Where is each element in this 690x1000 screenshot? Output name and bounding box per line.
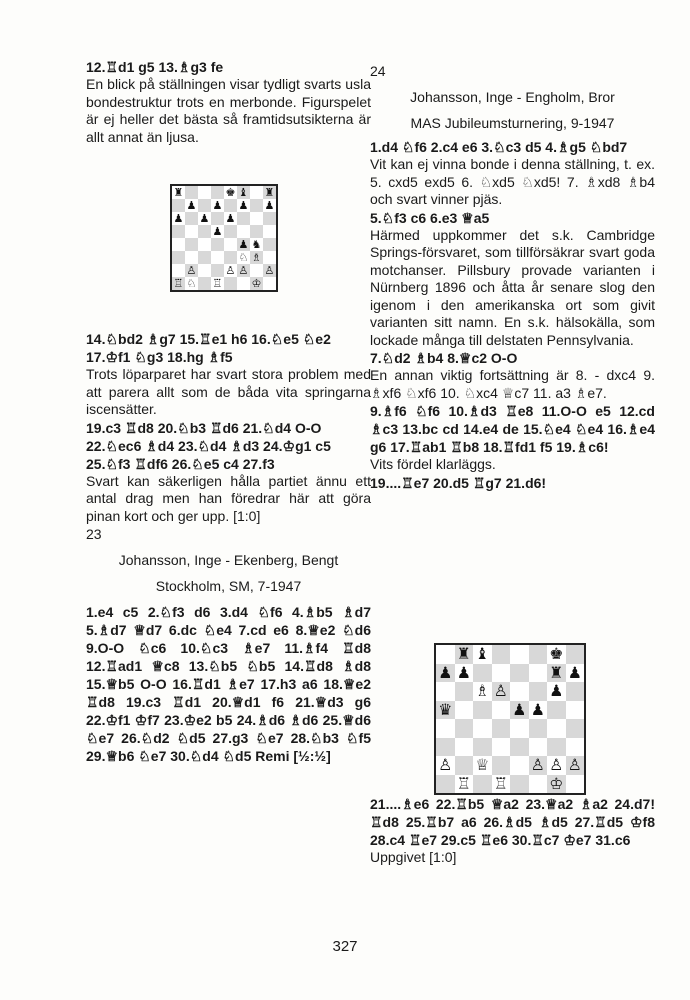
chess-piece-g7: ♜: [549, 662, 564, 682]
light-square: [455, 701, 474, 720]
light-square: [237, 225, 250, 238]
dark-square: [492, 756, 511, 775]
light-square: [436, 719, 455, 738]
dark-square: [198, 225, 211, 238]
light-square: [547, 719, 566, 738]
dark-square: [185, 186, 198, 199]
dark-square: [455, 719, 474, 738]
dark-square: [250, 199, 263, 212]
commentary-r4: Vits fördel klarläggs.: [370, 456, 496, 472]
dark-square: [185, 238, 198, 251]
dark-square: [211, 264, 224, 277]
light-square: [198, 238, 211, 251]
chess-piece-f8: ♝: [238, 186, 249, 199]
chess-piece-d7: ♟: [212, 199, 223, 212]
moves-r4: 9.♗f6 ♘f6 10.♗d3 ♖e8 11.O-O e5 12.cd ♗c3 13.bc cd 14.e4 de 15.♘e4 ♘e4 16.♗e4 g6 17.♖ab1 ♖b8 18.♖fd1 f5 19.♗c6!: [370, 403, 655, 455]
moves-block-3: 19.c3 ♖d8 20.♘b3 ♖d6 21.♘d4 O-O 22.♘ec6 ♗d4 23.♘d4 ♗d3 24.♔g1 c5 25.♘f3 ♖df6 26.♘e5 c4 27.f3: [86, 419, 331, 472]
light-square: [263, 277, 276, 290]
chess-diagram-1: [170, 184, 278, 292]
light-square: [510, 645, 529, 664]
dark-square: [566, 682, 585, 701]
chess-piece-f2: ♙: [238, 264, 249, 277]
chess-piece-e6: ♟: [225, 212, 236, 225]
chess-piece-g6: ♟: [549, 681, 564, 700]
chess-piece-b1: ♘: [186, 277, 197, 290]
dark-square: [510, 738, 529, 757]
chess-piece-b8: ♜: [456, 644, 471, 663]
light-square: [211, 251, 224, 264]
chess-piece-a7: ♟: [438, 662, 453, 682]
chess-piece-g1: ♔: [251, 277, 262, 290]
dark-square: [172, 225, 185, 238]
commentary-2: Trots löparparet har svart stora problem med att parera allt som de båda vita springarna iscensätter.: [86, 366, 371, 417]
chess-piece-d1: ♖: [212, 277, 223, 290]
moves-block-1: 12.♖d1 g5 13.♗g3 fe: [86, 59, 224, 75]
dark-square: [211, 238, 224, 251]
chess-piece-b2: ♙: [186, 264, 197, 277]
light-square: [172, 264, 185, 277]
moves-r3: 7.♘d2 ♗b4 8.♕c2 O-O: [370, 350, 518, 366]
game-23-number: 23: [86, 526, 102, 542]
chess-piece-f7: ♟: [238, 199, 249, 212]
dark-square: [198, 199, 211, 212]
commentary-r6: Uppgivet [1:0]: [370, 849, 457, 865]
dark-square: [211, 212, 224, 225]
dark-square: [529, 645, 548, 664]
moves-r5: 19....♖e7 20.d5 ♖g7 21.d6!: [370, 474, 547, 491]
dark-square: [547, 701, 566, 720]
dark-square: [566, 645, 585, 664]
light-square: [198, 186, 211, 199]
light-square: [566, 738, 585, 757]
light-square: [237, 277, 250, 290]
light-square: [529, 738, 548, 757]
commentary-3: Svart kan säkerligen hålla partiet ännu ett antal drag men han föredrar här att göra pinan kort och ger upp. [1:0]: [86, 472, 371, 524]
light-square: [250, 186, 263, 199]
light-square: [436, 645, 455, 664]
dark-square: [547, 738, 566, 757]
light-square: [198, 264, 211, 277]
dark-square: [198, 277, 211, 290]
light-square: [172, 238, 185, 251]
game-23-players: Johansson, Inge - Ekenberg, Bengt: [118, 552, 339, 568]
chess-piece-c6: ♗: [475, 681, 490, 700]
dark-square: [473, 664, 492, 683]
dark-square: [263, 238, 276, 251]
chess-piece-d1: ♖: [493, 773, 508, 793]
commentary-r2: Härmed uppkommer det s.k. Cambridge Springs-försvaret, som tillförsäkrar svart goda motchanser. Pillsbury provade varianten i Nürnberg 1896 och åtta år senare slog den igenom i den amerikanska ort som givit varianten sitt namn. En s.k. hälsokälla, som lockade många till delstaten Pennsylvania.: [370, 226, 655, 348]
chess-piece-g3: ♗: [251, 251, 262, 264]
game-23-event: Stockholm, SM, 7-1947: [155, 578, 302, 594]
chess-piece-a8: ♜: [173, 186, 184, 199]
light-square: [185, 251, 198, 264]
light-square: [185, 225, 198, 238]
light-square: [510, 719, 529, 738]
chess-piece-g8: ♚: [549, 644, 564, 663]
chess-diagram-2: [434, 643, 586, 795]
chess-piece-a6: ♟: [173, 212, 184, 225]
moves-r2: 5.♘f3 c6 6.e3 ♕a5: [370, 209, 490, 226]
dark-square: [224, 251, 237, 264]
light-square: [263, 225, 276, 238]
dark-square: [211, 186, 224, 199]
dark-square: [172, 199, 185, 212]
dark-square: [198, 251, 211, 264]
light-square: [473, 719, 492, 738]
chess-piece-c6: ♟: [199, 212, 210, 225]
light-square: [263, 251, 276, 264]
dark-square: [492, 645, 511, 664]
dark-square: [455, 756, 474, 775]
dark-square: [185, 212, 198, 225]
chess-piece-a5: ♛: [438, 699, 453, 719]
page-number: 327: [332, 938, 358, 955]
dark-square: [510, 664, 529, 683]
light-square: [250, 264, 263, 277]
dark-square: [436, 738, 455, 757]
light-square: [436, 682, 455, 701]
dark-square: [172, 251, 185, 264]
dark-square: [510, 775, 529, 794]
light-square: [566, 701, 585, 720]
moves-r6: 21....♗e6 22.♖b5 ♕a2 23.♕a2 ♗a2 24.d7! ♖d8 25.♖b7 a6 26.♗d5 ♗d5 27.♖d5 ♔f8 28.c4 ♖e7 29.c5 ♖e6 30.♖c7 ♔e7 31.c6: [370, 796, 655, 848]
light-square: [455, 738, 474, 757]
dark-square: [529, 719, 548, 738]
dark-square: [224, 225, 237, 238]
chess-piece-f5: ♟: [530, 699, 545, 719]
dark-square: [473, 701, 492, 720]
dark-square: [529, 682, 548, 701]
light-square: [510, 756, 529, 775]
commentary-1: En blick på ställningen visar tydligt svarts usla bondestruktur trots en merbonde. Figurspelet är ej heller det bästa så framtidsutsikterna är allt annat än ljusa.: [86, 76, 371, 145]
dark-square: [492, 719, 511, 738]
game-24-players: Johansson, Inge - Engholm, Bror: [410, 89, 615, 105]
chess-piece-f2: ♙: [530, 755, 545, 774]
dark-square: [224, 199, 237, 212]
chess-piece-b1: ♖: [456, 773, 471, 793]
dark-square: [473, 738, 492, 757]
chess-piece-g4: ♞: [251, 238, 262, 251]
game-23-moves: 1.e4 c5 2.♘f3 d6 3.d4 ♘f6 4.♗b5 ♗d7 5.♗d7 ♕d7 6.dc ♘e4 7.cd e6 8.♕e2 ♘d6 9.O-O ♘c6 10.♘c3 ♗e7 11.♗f4 ♖d8 12.♖ad1 ♕c8 13.♘b5 ♘b5 14.♖d8 ♗d8 15.♕b5 O-O 16.♖d1 ♗e7 17.h3 a6 18.♕e2 ♖d8 19.c3 ♖d1 20.♕d1 f6 21.♕d3 g6 22.♔f1 ♔f7 23.♔e2 b5 24.♗d6 ♗d6 25.♕d6 ♘e7 26.♘d2 ♘d5 27.g3 ♘e7 28.♘b3 ♘f5 29.♕b6 ♘e7 30.♘d4 ♘d5 Remi [½:½]: [86, 604, 371, 764]
dark-square: [436, 775, 455, 794]
chess-piece-b7: ♟: [186, 199, 197, 212]
dark-square: [566, 719, 585, 738]
chess-piece-b7: ♟: [456, 662, 471, 682]
commentary-r3: En annan viktig fortsättning är 8. - dxc4 9. ♗xf6 ♘xf6 10. ♘xc4 ♕c7 11. a3 ♗e7.: [370, 367, 655, 401]
dark-square: [473, 775, 492, 794]
dark-square: [250, 225, 263, 238]
light-square: [492, 664, 511, 683]
light-square: [529, 664, 548, 683]
chess-piece-e5: ♟: [512, 699, 527, 719]
game-24-number: 24: [370, 63, 386, 79]
chess-piece-h7: ♟: [567, 662, 582, 682]
light-square: [529, 775, 548, 794]
chess-piece-c2: ♕: [475, 755, 490, 774]
light-square: [492, 738, 511, 757]
chess-piece-e2: ♙: [225, 264, 236, 277]
chess-piece-a2: ♙: [438, 755, 453, 774]
light-square: [250, 212, 263, 225]
dark-square: [263, 212, 276, 225]
chess-piece-f4: ♟: [238, 238, 249, 251]
chess-piece-h8: ♜: [264, 186, 275, 199]
chess-piece-a1: ♖: [173, 277, 184, 290]
chess-piece-g2: ♙: [549, 755, 564, 774]
chess-piece-f3: ♘: [238, 251, 249, 264]
commentary-r1: Vit kan ej vinna bonde i denna ställning, t. ex. 5. cxd5 exd5 6. ♘xd5 ♘xd5! 7. ♗xd8 ♗b4 och svart vinner pjäs.: [370, 156, 655, 207]
chess-piece-g1: ♔: [549, 773, 564, 793]
moves-block-2: 14.♘bd2 ♗g7 15.♖e1 h6 16.♘e5 ♘e2 17.♔f1 ♘g3 18.hg ♗f5: [86, 331, 331, 365]
chess-piece-d6: ♙: [493, 681, 508, 700]
light-square: [566, 775, 585, 794]
light-square: [492, 701, 511, 720]
chess-piece-d5: ♟: [212, 225, 223, 238]
dark-square: [224, 277, 237, 290]
chess-piece-h2: ♙: [567, 755, 582, 774]
dark-square: [455, 682, 474, 701]
light-square: [224, 238, 237, 251]
game-24-event: MAS Jubileumsturnering, 9-1947: [410, 115, 615, 131]
dark-square: [237, 212, 250, 225]
moves-r1: 1.d4 ♘f6 2.c4 e6 3.♘c3 d5 4.♗g5 ♘bd7: [370, 139, 628, 155]
chess-piece-h2: ♙: [264, 264, 275, 277]
light-square: [510, 682, 529, 701]
chess-piece-h7: ♟: [264, 199, 275, 212]
chess-piece-c8: ♝: [475, 644, 490, 663]
chess-piece-e8: ♚: [225, 186, 236, 199]
